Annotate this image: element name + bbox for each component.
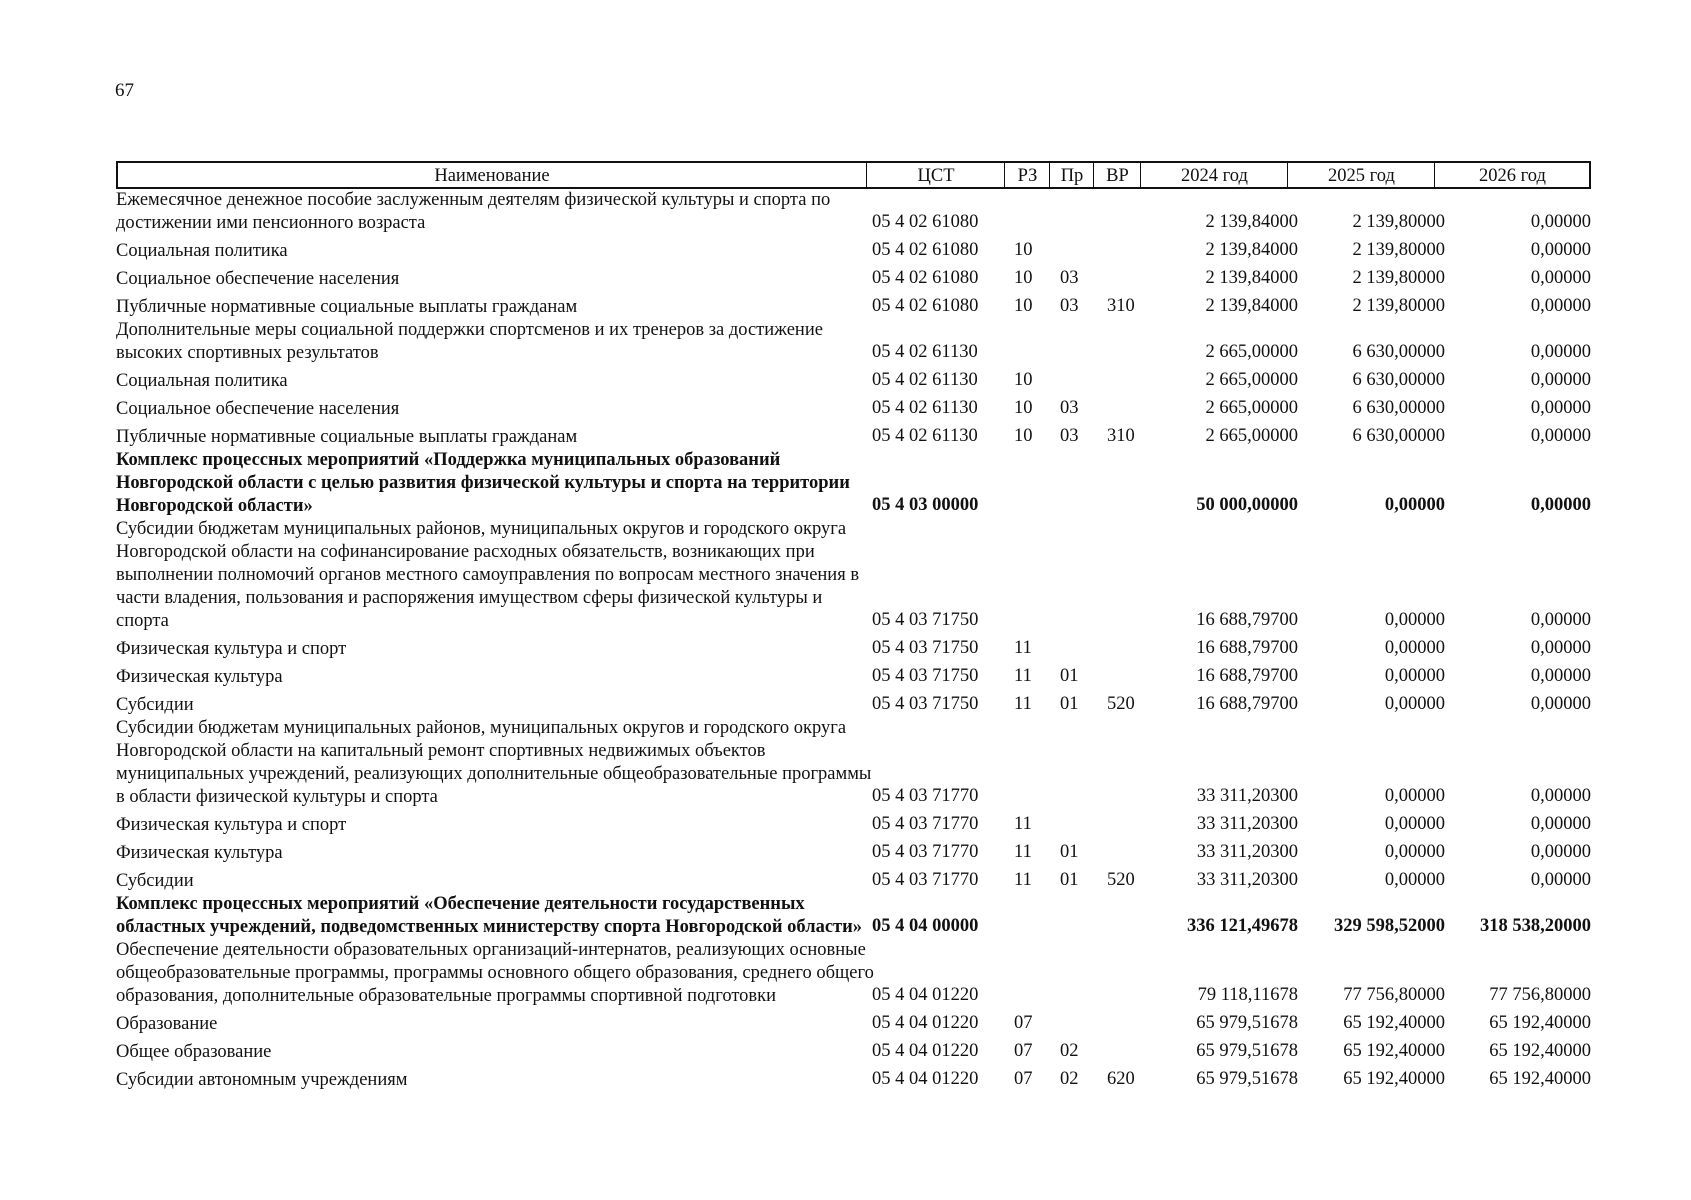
row-y2026: 0,00000 — [1530, 842, 1591, 862]
row-cst: 05 4 02 61080 — [872, 268, 979, 288]
table-row — [116, 449, 1591, 518]
row-cst: 05 4 02 61130 — [872, 398, 978, 418]
row-y2024: 65 979,51678 — [1196, 1069, 1298, 1089]
row-cst: 05 4 04 01220 — [872, 1069, 979, 1089]
row-cst: 05 4 03 71770 — [872, 870, 979, 890]
row-name: Социальное обеспечение населения — [116, 269, 400, 289]
row-vr: 520 — [1107, 694, 1135, 714]
row-pr: 01 — [1060, 870, 1079, 890]
row-y2025: 0,00000 — [1384, 786, 1445, 806]
row-name: Публичные нормативные социальные выплаты гражданам — [116, 297, 578, 317]
row-y2026: 0,00000 — [1530, 870, 1591, 890]
row-name: Субсидии бюджетам муниципальных районов, муниципальных округов и городского округа Новгородской области на софинансирование расходных обязательств, возникающих при выполнении полномочий органов местного самоуправления по вопросам местного значения в части владения, пользования и распоряжения имуществом сферы физической культуры и спорта — [116, 519, 860, 631]
row-cst: 05 4 03 71770 — [872, 842, 979, 862]
row-rz: 10 — [1014, 370, 1033, 390]
row-cst: 05 4 02 61130 — [872, 426, 978, 446]
row-rz: 10 — [1014, 426, 1033, 446]
row-y2024: 33 311,20300 — [1196, 814, 1298, 834]
header-2024: 2024 год — [1140, 163, 1288, 187]
row-y2026: 0,00000 — [1530, 240, 1591, 260]
table-row — [116, 694, 1591, 717]
row-rz: 11 — [1014, 870, 1032, 890]
row-y2024: 65 979,51678 — [1196, 1013, 1298, 1033]
header-2026: 2026 год — [1434, 163, 1590, 187]
row-y2024: 16 688,79700 — [1196, 638, 1298, 658]
table-row — [116, 814, 1591, 837]
row-y2024: 16 688,79700 — [1196, 694, 1298, 714]
row-name: Обеспечение деятельности образовательных организаций-интернатов, реализующих основные общеобразовательные программы, программы основного общего образования, среднего общего образования, дополнительные образовательные программы спортивной подготовки — [116, 940, 874, 1006]
row-name: Общее образование — [116, 1042, 272, 1062]
row-y2026: 65 192,40000 — [1489, 1069, 1591, 1089]
row-rz: 11 — [1014, 842, 1032, 862]
row-rz: 11 — [1014, 638, 1032, 658]
row-y2024: 2 665,00000 — [1205, 370, 1298, 390]
row-y2024: 33 311,20300 — [1196, 786, 1298, 806]
row-y2024: 50 000,00000 — [1196, 495, 1298, 515]
table-row — [116, 717, 1591, 809]
table-row — [116, 870, 1591, 893]
table-row — [116, 370, 1591, 393]
row-y2025: 65 192,40000 — [1343, 1013, 1445, 1033]
row-y2026: 0,00000 — [1530, 370, 1591, 390]
row-rz: 07 — [1014, 1013, 1033, 1033]
table-row — [116, 518, 1591, 633]
table-row — [116, 1013, 1591, 1036]
row-y2024: 16 688,79700 — [1196, 610, 1298, 630]
row-y2025: 0,00000 — [1384, 842, 1445, 862]
table-header — [116, 161, 1591, 189]
header-cst: ЦСТ — [866, 163, 1005, 187]
row-y2024: 2 665,00000 — [1205, 426, 1298, 446]
row-y2026: 0,00000 — [1530, 786, 1591, 806]
row-y2026: 0,00000 — [1530, 610, 1591, 630]
row-vr: 620 — [1107, 1069, 1135, 1089]
row-name: Физическая культура и спорт — [116, 639, 347, 659]
row-cst: 05 4 02 61080 — [872, 296, 979, 316]
header-rz: РЗ — [1004, 163, 1050, 187]
row-name: Комплекс процессных мероприятий «Обеспечение деятельности государственных областных учреждений, подведомственных министерству спорта Новгородской области» — [116, 894, 863, 937]
table-row — [116, 319, 1591, 365]
row-y2025: 65 192,40000 — [1343, 1041, 1445, 1061]
row-y2026: 65 192,40000 — [1489, 1013, 1591, 1033]
row-name: Субсидии — [116, 871, 194, 891]
table-row — [116, 893, 1591, 939]
row-y2025: 0,00000 — [1384, 694, 1445, 714]
row-cst: 05 4 02 61130 — [872, 342, 978, 362]
row-y2025: 6 630,00000 — [1352, 426, 1445, 446]
row-pr: 01 — [1060, 842, 1079, 862]
row-cst: 05 4 03 71750 — [872, 638, 979, 658]
row-y2026: 0,00000 — [1530, 426, 1591, 446]
row-y2026: 0,00000 — [1530, 694, 1591, 714]
table-row — [116, 189, 1591, 235]
table-row — [116, 268, 1591, 291]
row-rz: 10 — [1014, 268, 1033, 288]
row-cst: 05 4 04 01220 — [872, 985, 979, 1005]
row-y2024: 2 139,84000 — [1205, 296, 1298, 316]
budget-table — [116, 161, 1591, 1092]
row-name: Ежемесячное денежное пособие заслуженным деятелям физической культуры и спорта по достижении ими пенсионного возраста — [116, 190, 831, 233]
row-y2026: 0,00000 — [1530, 342, 1591, 362]
row-y2024: 79 118,11678 — [1197, 985, 1298, 1005]
row-y2025: 77 756,80000 — [1343, 985, 1445, 1005]
header-pr: Пр — [1049, 163, 1094, 187]
row-rz: 10 — [1014, 398, 1033, 418]
row-y2026: 318 538,20000 — [1480, 916, 1591, 936]
row-y2024: 65 979,51678 — [1196, 1041, 1298, 1061]
row-y2025: 6 630,00000 — [1352, 370, 1445, 390]
row-pr: 02 — [1060, 1069, 1079, 1089]
row-name: Социальное обеспечение населения — [116, 399, 400, 419]
row-y2025: 6 630,00000 — [1352, 342, 1445, 362]
row-pr: 03 — [1060, 296, 1079, 316]
row-name: Субсидии — [116, 695, 194, 715]
table-row — [116, 842, 1591, 865]
row-name: Дополнительные меры социальной поддержки спортсменов и их тренеров за достижение высоких спортивных результатов — [116, 320, 823, 363]
row-name: Физическая культура — [116, 667, 283, 687]
row-y2024: 2 665,00000 — [1205, 342, 1298, 362]
header-name: Наименование — [434, 166, 550, 186]
header-vr: ВР — [1093, 163, 1141, 187]
row-y2025: 0,00000 — [1384, 666, 1445, 686]
row-y2026: 0,00000 — [1530, 398, 1591, 418]
row-cst: 05 4 03 71750 — [872, 610, 979, 630]
row-y2025: 0,00000 — [1384, 638, 1445, 658]
row-name: Субсидии автономным учреждениям — [116, 1070, 408, 1090]
row-cst: 05 4 03 71770 — [872, 786, 979, 806]
row-cst: 05 4 03 00000 — [872, 495, 979, 515]
row-y2024: 33 311,20300 — [1196, 870, 1298, 890]
row-cst: 05 4 04 00000 — [872, 916, 979, 936]
row-cst: 05 4 02 61080 — [872, 212, 979, 232]
row-y2025: 2 139,80000 — [1352, 212, 1445, 232]
row-y2026: 0,00000 — [1530, 814, 1591, 834]
row-rz: 11 — [1014, 666, 1032, 686]
page-number: 67 — [115, 80, 134, 101]
table-row — [116, 638, 1591, 661]
row-name: Физическая культура — [116, 843, 283, 863]
row-y2024: 2 139,84000 — [1205, 212, 1298, 232]
row-y2025: 2 139,80000 — [1352, 268, 1445, 288]
row-y2025: 65 192,40000 — [1343, 1069, 1445, 1089]
row-name: Физическая культура и спорт — [116, 815, 347, 835]
row-rz: 10 — [1014, 240, 1033, 260]
row-pr: 03 — [1060, 426, 1079, 446]
row-rz: 11 — [1014, 694, 1032, 714]
row-name: Социальная политика — [116, 241, 288, 261]
row-pr: 03 — [1060, 398, 1079, 418]
table-row — [116, 398, 1591, 421]
row-y2024: 16 688,79700 — [1196, 666, 1298, 686]
header-2025: 2025 год — [1287, 163, 1435, 187]
row-cst: 05 4 04 01220 — [872, 1013, 979, 1033]
row-name: Публичные нормативные социальные выплаты гражданам — [116, 427, 578, 447]
table-body — [116, 189, 1591, 1092]
row-pr: 01 — [1060, 666, 1079, 686]
row-pr: 03 — [1060, 268, 1079, 288]
row-name: Образование — [116, 1014, 218, 1034]
row-name: Социальная политика — [116, 371, 288, 391]
row-cst: 05 4 04 01220 — [872, 1041, 979, 1061]
row-cst: 05 4 02 61130 — [872, 370, 978, 390]
table-row — [116, 240, 1591, 263]
row-y2024: 2 139,84000 — [1205, 268, 1298, 288]
row-cst: 05 4 02 61080 — [872, 240, 979, 260]
row-name: Комплекс процессных мероприятий «Поддержка муниципальных образований Новгородской области с целью развития физической культуры и спорта на территории Новгородской области» — [116, 450, 850, 516]
row-y2024: 2 665,00000 — [1205, 398, 1298, 418]
table-row — [116, 666, 1591, 689]
table-row — [116, 426, 1591, 449]
row-pr: 01 — [1060, 694, 1079, 714]
row-y2025: 0,00000 — [1384, 495, 1445, 515]
table-row — [116, 1041, 1591, 1064]
row-y2026: 0,00000 — [1530, 268, 1591, 288]
table-row — [116, 1069, 1591, 1092]
row-cst: 05 4 03 71750 — [872, 666, 979, 686]
row-y2026: 0,00000 — [1530, 666, 1591, 686]
row-rz: 10 — [1014, 296, 1033, 316]
row-y2025: 2 139,80000 — [1352, 240, 1445, 260]
row-y2026: 0,00000 — [1530, 212, 1591, 232]
row-y2026: 0,00000 — [1530, 495, 1591, 515]
row-rz: 07 — [1014, 1041, 1033, 1061]
row-y2025: 2 139,80000 — [1352, 296, 1445, 316]
row-y2026: 0,00000 — [1530, 296, 1591, 316]
row-rz: 07 — [1014, 1069, 1033, 1089]
row-y2024: 336 121,49678 — [1187, 916, 1298, 936]
row-vr: 310 — [1107, 426, 1135, 446]
row-cst: 05 4 03 71770 — [872, 814, 979, 834]
row-y2026: 77 756,80000 — [1489, 985, 1591, 1005]
row-cst: 05 4 03 71750 — [872, 694, 979, 714]
row-y2026: 0,00000 — [1530, 638, 1591, 658]
row-y2024: 2 139,84000 — [1205, 240, 1298, 260]
row-y2025: 0,00000 — [1384, 814, 1445, 834]
row-vr: 310 — [1107, 296, 1135, 316]
row-y2025: 6 630,00000 — [1352, 398, 1445, 418]
table-row — [116, 939, 1591, 1008]
row-y2025: 0,00000 — [1384, 610, 1445, 630]
row-y2024: 33 311,20300 — [1196, 842, 1298, 862]
row-y2025: 0,00000 — [1384, 870, 1445, 890]
row-pr: 02 — [1060, 1041, 1079, 1061]
row-rz: 11 — [1014, 814, 1032, 834]
row-vr: 520 — [1107, 870, 1135, 890]
row-y2026: 65 192,40000 — [1489, 1041, 1591, 1061]
row-y2025: 329 598,52000 — [1334, 916, 1445, 936]
table-row — [116, 296, 1591, 319]
row-name: Субсидии бюджетам муниципальных районов, муниципальных округов и городского округа Новгородской области на капитальный ремонт спортивных недвижимых объектов муниципальных учреждений, реализующих дополнительные общеобразовательные программы в области физической культуры и спорта — [116, 718, 872, 807]
